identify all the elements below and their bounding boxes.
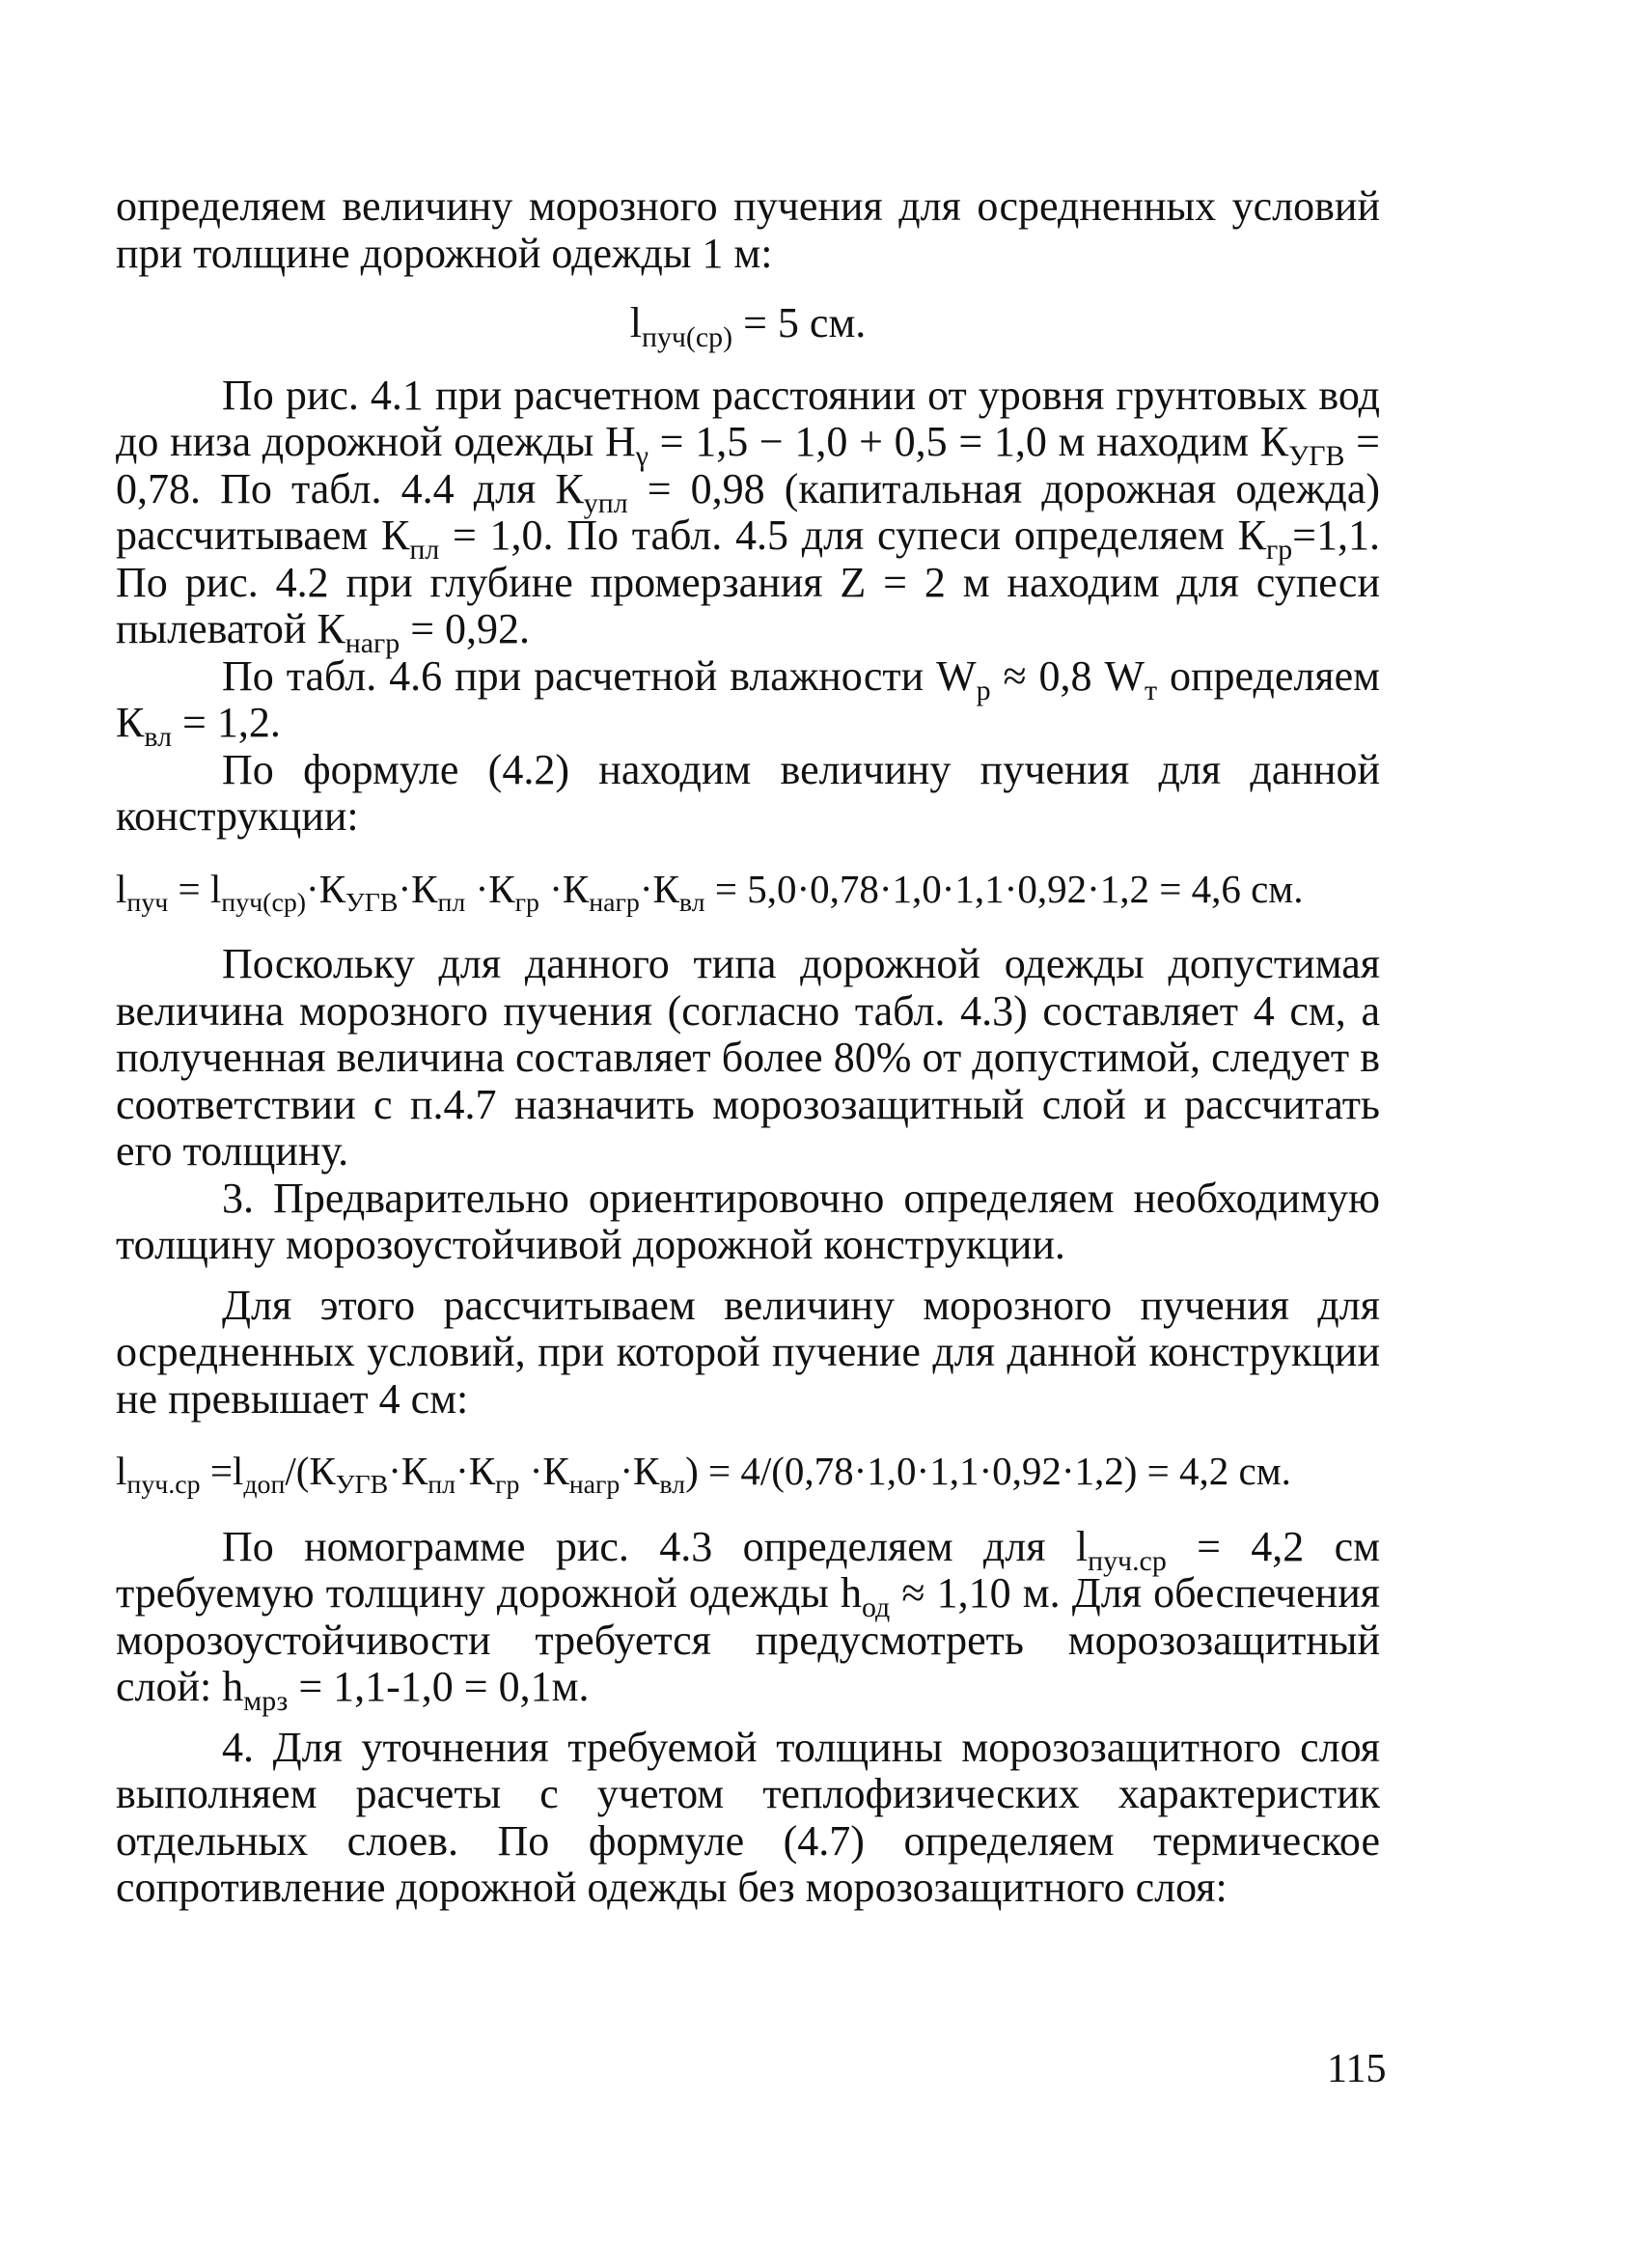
formula-allowable-heave: $l_{пуч.ср} =l_{доп}/(К_{УГВ}\cdot К_{пл}\cdot К_{гр} \cdot К_{нагр}\cdot К_{вл}) = 4/(0,78\cdot 1,0\cdot 1,1\cdot 0,92\cdot 1,2) = 4,2$ см. <box>116 1449 1291 1501</box>
paragraph-coefficients: По рис. 4.1 при расчетном расстоянии от уровня грунтовых вод до низа дорожной одежды $H_\gamma = 1,5 - 1,0 + 0,5 = 1,0$ м находим $К_{УГВ} = 0,78$. По табл. 4.4 для $К_{упл} = 0,98$ (капитальная дорожная одежда) рассчитываем $К_{пл} = 1,0$. По табл. 4.5 для супеси определяем $К_{гр}=1,1$. По рис. 4.2 при глубине промерзания Z = 2 м находим для супеси пылеватой $К_{нагр} = 0,92$. <box>116 371 1380 659</box>
formula-heave: $l_{пуч} = l_{пуч(ср)}\cdot К_{УГВ}\cdot К_{пл} \cdot К_{гр} \cdot К_{нагр}\cdot К_{вл} = 5,0\cdot 0,78\cdot 1,0\cdot 1,1\cdot 0,92\cdot 1,2 = 4,6$ см. <box>116 866 1304 918</box>
paragraph-average-conditions: Для этого рассчитываем величину морозного пучения для осредненных условий, при которой пучение для данной конструкции не превышает 4 см: <box>116 1281 1380 1423</box>
body-text <box>116 183 1380 1912</box>
paragraph-moisture: По табл. 4.6 при расчетной влажности $W_р \approx 0,8$ $W_т$ определяем $К_{вл} = 1,2$. <box>116 651 1380 753</box>
paragraph-step-3: 3. Предварительно ориентировочно определяем необходимую толщину морозоустойчивой дорожной конструкции. <box>116 1174 1380 1268</box>
page-number: 115 <box>1327 2047 1387 2091</box>
paragraph-step-4: 4. Для уточнения требуемой толщины морозозащитного слоя выполняем расчеты с учетом теплофизических характеристик отдельных слоев. По формуле (4.7) определяем термическое сопротивление дорожной одежды без морозозащитного слоя: <box>116 1723 1380 1911</box>
formula-base-heave: $l_{пуч(ср)} = 5$ см. <box>629 299 867 353</box>
paragraph-conclusion: Поскольку для данного типа дорожной одежды допустимая величина морозного пучения (согласно табл. 4.3) составляет 4 см, а полученная величина составляет более 80% от допустимой, следует в соответствии с п.4.7 назначить морозозащитный слой и рассчитать его толщину. <box>116 940 1380 1175</box>
paragraph-intro: определяем величину морозного пучения для осредненных условий при толщине дорожной одежды 1 м: <box>116 182 1380 277</box>
paragraph-nomogram: По номограмме рис. 4.3 определяем для $l_{пуч.ср} = 4,2$ см требуемую толщину дорожной одежды $h_{од} \approx 1,10$ м. Для обеспечения морозоустойчивости требуется предусмотреть морозозащитный слой: $h_{мрз} = 1,1-1,0 = 0,1м$. <box>116 1522 1381 1717</box>
paragraph-formula-intro: По формуле (4.2) находим величину пучения для данной конструкции: <box>116 745 1380 840</box>
